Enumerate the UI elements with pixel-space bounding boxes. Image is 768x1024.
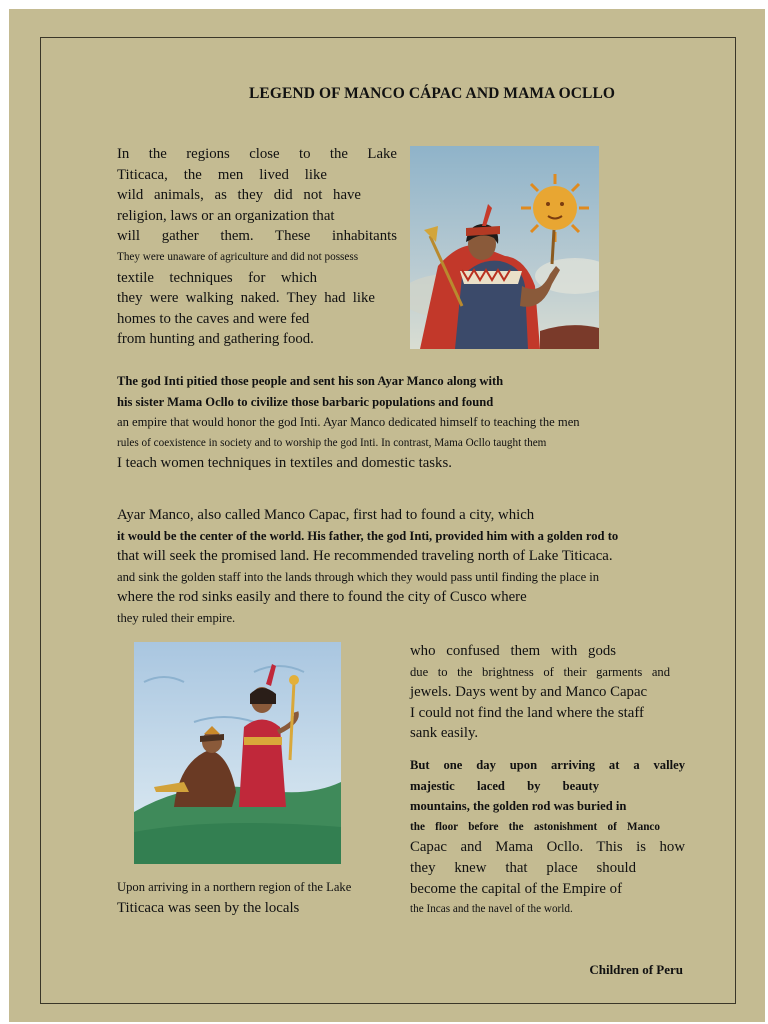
text-line: and sink the golden staff into the lands through which they would pass until finding the place in xyxy=(117,569,600,584)
text-line: rules of coexistence in society and to worship the god Inti. In contrast, Mama Ocllo taught them xyxy=(117,436,547,449)
paragraph-inti xyxy=(117,371,687,474)
paragraph-manco-capac xyxy=(117,505,687,629)
text-line: Capac and Mama Ocllo. This is how xyxy=(410,839,685,856)
text-line: In the regions close to the Lake xyxy=(117,146,397,162)
text-line: the Incas and the navel of the world. xyxy=(410,903,573,916)
text-line: it would be the center of the world. His father, the god Inti, provided him with a golden rod to xyxy=(117,528,619,543)
text-line: who confused them with gods xyxy=(410,643,616,659)
text-line: become the capital of the Empire of xyxy=(410,880,622,897)
text-line: wild animals, as they did not have xyxy=(117,187,361,204)
text-line: Titicaca, the men lived like xyxy=(117,166,327,183)
text-line: the floor before the astonishment of Manco xyxy=(410,820,660,833)
text-line: religion, laws or an organization that xyxy=(117,207,335,224)
text-line: they were walking naked. They had like xyxy=(117,290,375,307)
text-line: I could not find the land where the staff xyxy=(410,704,644,721)
image-caption xyxy=(117,877,397,918)
text-line: homes to the caves and were fed xyxy=(117,310,310,327)
manco-and-ocllo-drawing xyxy=(134,642,341,864)
text-line: majestic laced by beauty xyxy=(410,778,599,793)
text-line: they ruled their empire. xyxy=(117,610,236,625)
text-line: will gather them. These inhabitants xyxy=(117,228,397,245)
text-line: I teach women techniques in textiles and domestic tasks. xyxy=(117,455,452,472)
text-line: They were unaware of agriculture and did not possess xyxy=(117,250,359,263)
text-line: his sister Mama Ocllo to civilize those barbaric populations and found xyxy=(117,394,494,409)
text-line: from hunting and gathering food. xyxy=(117,331,314,348)
text-line: that will seek the promised land. He recommended traveling north of Lake Titicaca. xyxy=(117,548,613,565)
paragraph-locals xyxy=(410,641,670,744)
text-line: Upon arriving in a northern region of the Lake xyxy=(117,880,352,894)
signature: Children of Peru xyxy=(589,962,683,977)
text-line: textile techniques for which xyxy=(117,269,317,286)
text-line: due to the brightness of their garments and xyxy=(410,664,670,679)
text-line: mountains, the golden rod was buried in xyxy=(410,799,627,814)
text-line: they knew that place should xyxy=(410,859,636,876)
paragraph-intro xyxy=(117,144,397,350)
paragraph-cusco xyxy=(410,755,685,920)
text-line: But one day upon arriving at a valley xyxy=(410,758,685,772)
text-line: Ayar Manco, also called Manco Capac, first had to found a city, which xyxy=(117,507,535,523)
page-title: LEGEND OF MANCO CÁPAC AND MAMA OCLLO xyxy=(248,85,616,102)
text-line: The god Inti pitied those people and sent his son Ayar Manco along with xyxy=(117,374,504,388)
text-line: an empire that would honor the god Inti. Ayar Manco dedicated himself to teaching the men xyxy=(117,415,580,430)
text-line: jewels. Days went by and Manco Capac xyxy=(410,684,648,701)
manco-capac-painting xyxy=(410,146,599,349)
text-line: sank easily. xyxy=(410,725,479,742)
text-line: where the rod sinks easily and there to found the city of Cusco where xyxy=(117,589,527,606)
text-line: Titicaca was seen by the locals xyxy=(117,899,300,916)
